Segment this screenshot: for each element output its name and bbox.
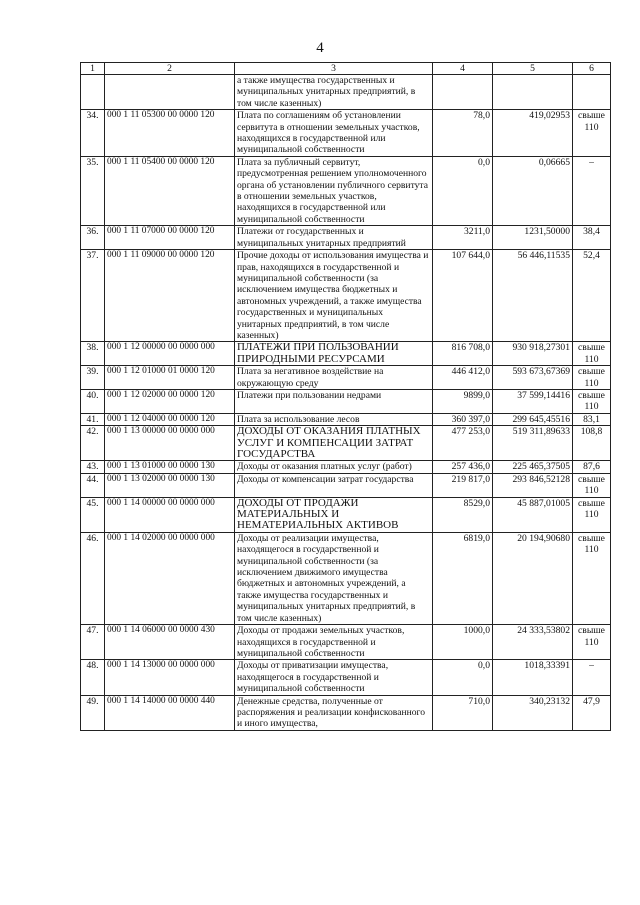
row-number [81,75,105,110]
actual-value: 37 599,14416 [493,389,573,413]
actual-value: 299 645,45516 [493,413,573,425]
revenue-name: Доходы от продажи земельных участков, находящихся в государственной и муниципальной собственности [235,625,433,660]
budget-code: 000 1 12 04000 00 0000 120 [105,413,235,425]
table-row [81,389,611,413]
row-number: 46. [81,532,105,624]
row-number: 43. [81,461,105,473]
table-body [81,75,611,731]
percent-value: 52,4 [573,250,611,342]
row-number: 37. [81,250,105,342]
revenue-name: а также имущества государственных и муниципальных унитарных предприятий, в том числе казенных) [235,75,433,110]
row-number: 39. [81,366,105,390]
column-number-row [81,63,611,75]
row-number: 35. [81,156,105,225]
revenue-name: Доходы от приватизации имущества, находящегося в государственной и муниципальной собственности [235,660,433,695]
budget-code: 000 1 14 00000 00 0000 000 [105,497,235,532]
percent-value: 83,1 [573,413,611,425]
budget-code [105,75,235,110]
percent-value: свыше 110 [573,110,611,157]
actual-value: 225 465,37505 [493,461,573,473]
revenue-name: Плата за публичный сервитут, предусмотренная решением уполномоченного органа об установлении публичного сервитута в отношении земельных участков, находящихся в государственной или муниципальной собственности [235,156,433,225]
row-number: 36. [81,226,105,250]
row-number: 38. [81,342,105,366]
revenue-name: Доходы от реализации имущества, находящегося в государственной и муниципальной собственности (за исключением движимого имущества бюджетных и автономных учреждений, а также имущества государственных и муниципальных унитарных предприятий, в том числе казенных) [235,532,433,624]
table-row [81,413,611,425]
actual-value: 20 194,90680 [493,532,573,624]
budget-code: 000 1 12 01000 01 0000 120 [105,366,235,390]
percent-value: 108,8 [573,426,611,461]
percent-value: свыше 110 [573,625,611,660]
actual-value: 0,06665 [493,156,573,225]
percent-value [573,75,611,110]
budget-revenue-table [80,62,611,731]
table-row [81,532,611,624]
plan-value: 477 253,0 [433,426,493,461]
plan-value: 710,0 [433,695,493,730]
column-number: 5 [493,63,573,75]
table-row [81,342,611,366]
column-number: 3 [235,63,433,75]
column-number: 2 [105,63,235,75]
plan-value: 6819,0 [433,532,493,624]
table-row [81,366,611,390]
plan-value: 219 817,0 [433,473,493,497]
revenue-name: Денежные средства, полученные от распоряжения и реализации конфискованного и иного имущества, [235,695,433,730]
plan-value: 0,0 [433,156,493,225]
actual-value: 293 846,52128 [493,473,573,497]
table-row [81,497,611,532]
actual-value: 419,02953 [493,110,573,157]
table-row [81,695,611,730]
budget-code: 000 1 11 07000 00 0000 120 [105,226,235,250]
revenue-name: Плата за использование лесов [235,413,433,425]
budget-code: 000 1 13 02000 00 0000 130 [105,473,235,497]
budget-code: 000 1 14 13000 00 0000 000 [105,660,235,695]
plan-value: 1000,0 [433,625,493,660]
revenue-name: Прочие доходы от использования имущества и прав, находящихся в государственной и муниципальной собственности (за исключением имущества бюджетных и автономных учреждений, а также имущества государственных и муниципальных унитарных предприятий, в том числе казенных) [235,250,433,342]
column-number: 4 [433,63,493,75]
revenue-name: Плата за негативное воздействие на окружающую среду [235,366,433,390]
plan-value: 257 436,0 [433,461,493,473]
percent-value: – [573,660,611,695]
table-row [81,461,611,473]
revenue-name: Доходы от оказания платных услуг (работ) [235,461,433,473]
table-row [81,426,611,461]
percent-value: – [573,156,611,225]
actual-value [493,75,573,110]
budget-code: 000 1 11 05400 00 0000 120 [105,156,235,225]
actual-value: 340,23132 [493,695,573,730]
actual-value: 519 311,89633 [493,426,573,461]
budget-code: 000 1 14 14000 00 0000 440 [105,695,235,730]
percent-value: 38,4 [573,226,611,250]
actual-value: 24 333,53802 [493,625,573,660]
actual-value: 56 446,11535 [493,250,573,342]
plan-value [433,75,493,110]
plan-value: 816 708,0 [433,342,493,366]
table-row [81,110,611,157]
table-row [81,473,611,497]
revenue-name: Доходы от компенсации затрат государства [235,473,433,497]
actual-value: 930 918,27301 [493,342,573,366]
plan-value: 78,0 [433,110,493,157]
percent-value: свыше 110 [573,366,611,390]
plan-value: 107 644,0 [433,250,493,342]
plan-value: 446 412,0 [433,366,493,390]
actual-value: 1018,33391 [493,660,573,695]
budget-code: 000 1 14 02000 00 0000 000 [105,532,235,624]
revenue-name: ПЛАТЕЖИ ПРИ ПОЛЬЗОВАНИИ ПРИРОДНЫМИ РЕСУРСАМИ [235,342,433,366]
budget-code: 000 1 13 01000 00 0000 130 [105,461,235,473]
percent-value: свыше 110 [573,532,611,624]
revenue-name: Платежи при пользовании недрами [235,389,433,413]
row-number: 40. [81,389,105,413]
row-number: 49. [81,695,105,730]
table-row [81,250,611,342]
budget-code: 000 1 12 02000 00 0000 120 [105,389,235,413]
actual-value: 1231,50000 [493,226,573,250]
percent-value: свыше 110 [573,342,611,366]
table-row [81,625,611,660]
plan-value: 3211,0 [433,226,493,250]
plan-value: 9899,0 [433,389,493,413]
row-number: 45. [81,497,105,532]
percent-value: 47,9 [573,695,611,730]
plan-value: 8529,0 [433,497,493,532]
table-row [81,156,611,225]
row-number: 34. [81,110,105,157]
actual-value: 593 673,67369 [493,366,573,390]
percent-value: свыше 110 [573,473,611,497]
row-number: 41. [81,413,105,425]
budget-code: 000 1 11 05300 00 0000 120 [105,110,235,157]
revenue-name: ДОХОДЫ ОТ ОКАЗАНИЯ ПЛАТНЫХ УСЛУГ И КОМПЕНСАЦИИ ЗАТРАТ ГОСУДАРСТВА [235,426,433,461]
row-number: 47. [81,625,105,660]
budget-code: 000 1 11 09000 00 0000 120 [105,250,235,342]
table-row [81,75,611,110]
column-number: 1 [81,63,105,75]
row-number: 42. [81,426,105,461]
percent-value: свыше 110 [573,497,611,532]
percent-value: 87,6 [573,461,611,473]
table-row [81,226,611,250]
budget-code: 000 1 14 06000 00 0000 430 [105,625,235,660]
row-number: 48. [81,660,105,695]
table-row [81,660,611,695]
plan-value: 360 397,0 [433,413,493,425]
column-number: 6 [573,63,611,75]
row-number: 44. [81,473,105,497]
plan-value: 0,0 [433,660,493,695]
budget-code: 000 1 13 00000 00 0000 000 [105,426,235,461]
page-number: 4 [316,40,324,56]
revenue-name: Плата по соглашениям об установлении сервитута в отношении земельных участков, находящихся в государственной или муниципальной собственности [235,110,433,157]
revenue-name: ДОХОДЫ ОТ ПРОДАЖИ МАТЕРИАЛЬНЫХ И НЕМАТЕРИАЛЬНЫХ АКТИВОВ [235,497,433,532]
actual-value: 45 887,01005 [493,497,573,532]
percent-value: свыше 110 [573,389,611,413]
budget-code: 000 1 12 00000 00 0000 000 [105,342,235,366]
revenue-name: Платежи от государственных и муниципальных унитарных предприятий [235,226,433,250]
